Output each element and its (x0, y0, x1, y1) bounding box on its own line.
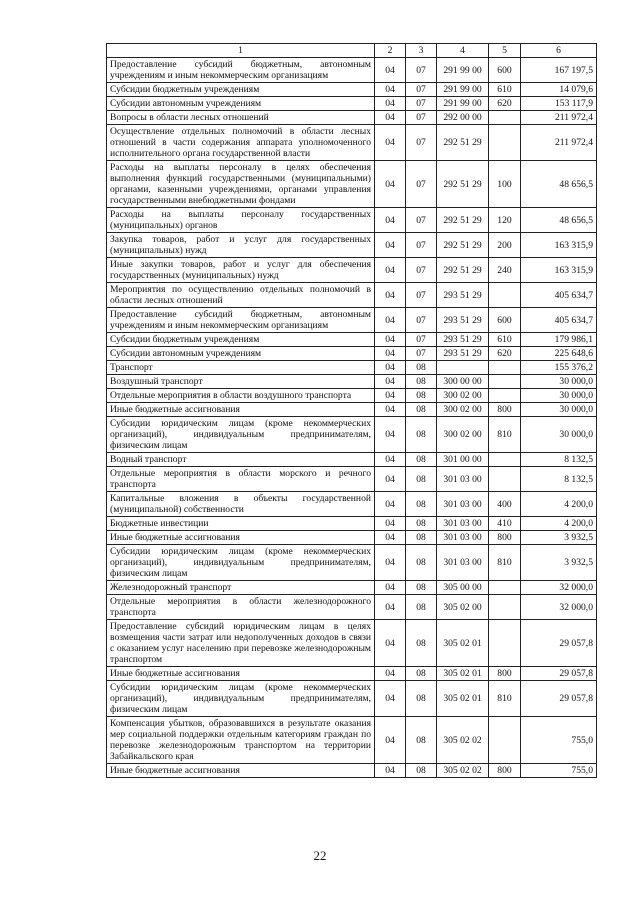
row-c4-cell: 291 99 00 (437, 83, 489, 97)
row-c2-cell: 04 (375, 467, 406, 492)
row-c4-cell: 291 99 00 (437, 58, 489, 83)
row-c4-cell: 305 00 00 (437, 581, 489, 595)
table-row (107, 467, 597, 492)
row-c2-cell: 04 (375, 208, 406, 233)
row-name-cell: Вопросы в области лесных отношений (107, 111, 375, 125)
header-row (107, 44, 597, 58)
row-c3-cell: 07 (406, 83, 437, 97)
row-name-cell: Воздушный транспорт (107, 375, 375, 389)
row-c2-cell: 04 (375, 545, 406, 581)
row-c3-cell: 08 (406, 492, 437, 517)
row-c3-cell: 07 (406, 258, 437, 283)
row-c6-cell: 405 634,7 (521, 283, 597, 308)
row-c6-cell: 30 000,0 (521, 403, 597, 417)
table-row (107, 417, 597, 453)
row-c6-cell: 30 000,0 (521, 389, 597, 403)
row-c5-cell (489, 620, 521, 667)
row-c5-cell: 600 (489, 308, 521, 333)
row-c4-cell: 293 51 29 (437, 333, 489, 347)
row-name-cell: Капитальные вложения в объекты государственной (муниципальной) собственности (107, 492, 375, 517)
row-name-cell: Расходы на выплаты персоналу государственных (муниципальных) органов (107, 208, 375, 233)
row-c3-cell: 08 (406, 681, 437, 717)
row-c3-cell: 07 (406, 283, 437, 308)
row-c6-cell: 8 132,5 (521, 453, 597, 467)
row-c4-cell: 291 99 00 (437, 97, 489, 111)
row-c3-cell: 08 (406, 453, 437, 467)
row-c3-cell: 07 (406, 97, 437, 111)
row-c4-cell: 292 00 00 (437, 111, 489, 125)
row-c3-cell: 08 (406, 389, 437, 403)
row-name-cell: Иные закупки товаров, работ и услуг для обеспечения государственных (муниципальных) нужд (107, 258, 375, 283)
row-c3-cell: 07 (406, 208, 437, 233)
table-row (107, 764, 597, 778)
row-c3-cell: 07 (406, 161, 437, 208)
row-c3-cell: 08 (406, 620, 437, 667)
col-header: 6 (521, 44, 597, 58)
row-c5-cell (489, 125, 521, 161)
row-c2-cell: 04 (375, 764, 406, 778)
row-c5-cell: 810 (489, 545, 521, 581)
row-c2-cell: 04 (375, 717, 406, 764)
row-c3-cell: 08 (406, 581, 437, 595)
row-name-cell: Иные бюджетные ассигнования (107, 764, 375, 778)
row-c5-cell: 800 (489, 531, 521, 545)
row-name-cell: Субсидии бюджетным учреждениям (107, 333, 375, 347)
row-c3-cell: 07 (406, 233, 437, 258)
table-row (107, 308, 597, 333)
row-c3-cell: 08 (406, 667, 437, 681)
row-c2-cell: 04 (375, 161, 406, 208)
row-c6-cell: 3 932,5 (521, 545, 597, 581)
row-c4-cell: 292 51 29 (437, 161, 489, 208)
row-c6-cell: 153 117,9 (521, 97, 597, 111)
row-name-cell: Расходы на выплаты персоналу в целях обеспечения выполнения функций государственными (муниципальными) органами, казенными учреждениями, органами управления государственными внебюджетными фондами (107, 161, 375, 208)
row-c5-cell: 620 (489, 347, 521, 361)
table-row (107, 517, 597, 531)
row-c3-cell: 08 (406, 467, 437, 492)
row-c3-cell: 08 (406, 403, 437, 417)
row-c4-cell: 300 02 00 (437, 417, 489, 453)
row-name-cell: Предоставление субсидий бюджетным, автономным учреждениям и иным некоммерческим организациям (107, 58, 375, 83)
row-c4-cell: 305 02 01 (437, 620, 489, 667)
row-c5-cell (489, 389, 521, 403)
row-c4-cell: 301 03 00 (437, 467, 489, 492)
row-c2-cell: 04 (375, 375, 406, 389)
table-row (107, 595, 597, 620)
row-c6-cell: 211 972,4 (521, 111, 597, 125)
row-c2-cell: 04 (375, 667, 406, 681)
table-row (107, 531, 597, 545)
col-header: 2 (375, 44, 406, 58)
row-c3-cell: 08 (406, 375, 437, 389)
row-name-cell: Предоставление субсидий юридическим лицам в целях возмещения части затрат или недополученных доходов в связи с оказанием услуг населению при перевозке железнодорожным транспортом (107, 620, 375, 667)
table-row (107, 83, 597, 97)
row-c6-cell: 3 932,5 (521, 531, 597, 545)
col-header: 5 (489, 44, 521, 58)
row-c5-cell: 810 (489, 681, 521, 717)
row-name-cell: Бюджетные инвестиции (107, 517, 375, 531)
page-number: 22 (313, 848, 327, 863)
row-c6-cell: 4 200,0 (521, 517, 597, 531)
row-c6-cell: 29 057,8 (521, 620, 597, 667)
row-c5-cell (489, 375, 521, 389)
row-c5-cell: 810 (489, 417, 521, 453)
row-c2-cell: 04 (375, 258, 406, 283)
row-c2-cell: 04 (375, 531, 406, 545)
row-name-cell: Отдельные мероприятия в области железнодорожного транспорта (107, 595, 375, 620)
col-header: 1 (107, 44, 375, 58)
budget-table (106, 43, 597, 778)
row-c6-cell: 48 656,5 (521, 161, 597, 208)
row-c6-cell: 211 972,4 (521, 125, 597, 161)
row-c4-cell: 293 51 29 (437, 308, 489, 333)
row-c5-cell: 610 (489, 83, 521, 97)
row-c3-cell: 08 (406, 531, 437, 545)
row-c5-cell: 610 (489, 333, 521, 347)
row-name-cell: Компенсация убытков, образовавшихся в результате оказания мер социальной поддержки отдельным категориям граждан по перевозке железнодорожным транспортом на территории Забайкальского края (107, 717, 375, 764)
row-c3-cell: 08 (406, 717, 437, 764)
row-c5-cell: 410 (489, 517, 521, 531)
row-c4-cell: 292 51 29 (437, 125, 489, 161)
row-name-cell: Иные бюджетные ассигнования (107, 667, 375, 681)
row-c6-cell: 179 986,1 (521, 333, 597, 347)
table-row (107, 389, 597, 403)
row-c5-cell: 800 (489, 403, 521, 417)
table-row (107, 453, 597, 467)
row-c2-cell: 04 (375, 581, 406, 595)
row-c4-cell: 305 02 01 (437, 667, 489, 681)
row-c6-cell: 48 656,5 (521, 208, 597, 233)
row-c2-cell: 04 (375, 681, 406, 717)
row-c2-cell: 04 (375, 111, 406, 125)
row-c4-cell: 301 03 00 (437, 531, 489, 545)
row-c3-cell: 08 (406, 764, 437, 778)
row-name-cell: Субсидии бюджетным учреждениям (107, 83, 375, 97)
row-c6-cell: 30 000,0 (521, 417, 597, 453)
row-c5-cell: 400 (489, 492, 521, 517)
row-c5-cell (489, 361, 521, 375)
table-row (107, 233, 597, 258)
row-c3-cell: 07 (406, 58, 437, 83)
table-row (107, 620, 597, 667)
row-name-cell: Водный транспорт (107, 453, 375, 467)
row-c5-cell (489, 595, 521, 620)
row-c2-cell: 04 (375, 83, 406, 97)
row-c5-cell (489, 717, 521, 764)
row-c2-cell: 04 (375, 620, 406, 667)
row-c4-cell: 305 02 00 (437, 595, 489, 620)
row-c6-cell: 163 315,9 (521, 258, 597, 283)
table-row (107, 492, 597, 517)
row-c3-cell: 07 (406, 111, 437, 125)
row-c5-cell: 800 (489, 764, 521, 778)
row-c5-cell (489, 453, 521, 467)
row-c4-cell: 292 51 29 (437, 258, 489, 283)
row-c6-cell: 29 057,8 (521, 681, 597, 717)
row-c3-cell: 07 (406, 333, 437, 347)
row-c3-cell: 08 (406, 517, 437, 531)
row-name-cell: Закупка товаров, работ и услуг для государственных (муниципальных) нужд (107, 233, 375, 258)
table-row (107, 283, 597, 308)
row-c2-cell: 04 (375, 58, 406, 83)
col-header: 4 (437, 44, 489, 58)
row-c3-cell: 08 (406, 545, 437, 581)
row-c5-cell (489, 111, 521, 125)
table-row (107, 717, 597, 764)
row-c5-cell: 800 (489, 667, 521, 681)
row-c5-cell: 100 (489, 161, 521, 208)
row-name-cell: Железнодорожный транспорт (107, 581, 375, 595)
row-c3-cell: 08 (406, 595, 437, 620)
row-name-cell: Субсидии юридическим лицам (кроме некоммерческих организаций), индивидуальным предпринимателям, физическим лицам (107, 681, 375, 717)
row-c5-cell: 600 (489, 58, 521, 83)
table-row (107, 545, 597, 581)
row-name-cell: Субсидии автономным учреждениям (107, 97, 375, 111)
table-row (107, 403, 597, 417)
row-c4-cell: 305 02 02 (437, 764, 489, 778)
row-c4-cell: 293 51 29 (437, 347, 489, 361)
row-c6-cell: 8 132,5 (521, 467, 597, 492)
row-c6-cell: 167 197,5 (521, 58, 597, 83)
row-c2-cell: 04 (375, 283, 406, 308)
row-name-cell: Иные бюджетные ассигнования (107, 403, 375, 417)
row-c6-cell: 405 634,7 (521, 308, 597, 333)
row-c6-cell: 755,0 (521, 764, 597, 778)
row-c6-cell: 4 200,0 (521, 492, 597, 517)
row-c6-cell: 32 000,0 (521, 581, 597, 595)
row-c3-cell: 07 (406, 125, 437, 161)
table-row (107, 333, 597, 347)
row-c4-cell: 300 02 00 (437, 389, 489, 403)
row-c5-cell: 200 (489, 233, 521, 258)
table-row (107, 667, 597, 681)
row-c2-cell: 04 (375, 403, 406, 417)
row-c4-cell: 301 03 00 (437, 545, 489, 581)
row-c2-cell: 04 (375, 389, 406, 403)
row-c2-cell: 04 (375, 333, 406, 347)
row-c3-cell: 07 (406, 308, 437, 333)
row-c4-cell: 301 03 00 (437, 492, 489, 517)
row-c4-cell: 301 03 00 (437, 517, 489, 531)
table-row (107, 347, 597, 361)
row-name-cell: Осуществление отдельных полномочий в области лесных отношений в части содержания аппарата уполномоченного исполнительного органа государственной власти (107, 125, 375, 161)
table-row (107, 125, 597, 161)
row-c4-cell: 305 02 01 (437, 681, 489, 717)
row-c5-cell (489, 467, 521, 492)
row-c3-cell: 08 (406, 417, 437, 453)
table-row (107, 111, 597, 125)
table-body (107, 58, 597, 778)
row-name-cell: Предоставление субсидий бюджетным, автономным учреждениям и иным некоммерческим организациям (107, 308, 375, 333)
row-c2-cell: 04 (375, 417, 406, 453)
row-c4-cell: 292 51 29 (437, 208, 489, 233)
table-row (107, 161, 597, 208)
row-c3-cell: 07 (406, 347, 437, 361)
row-c4-cell: 293 51 29 (437, 283, 489, 308)
row-name-cell: Иные бюджетные ассигнования (107, 531, 375, 545)
row-c5-cell (489, 283, 521, 308)
row-c6-cell: 30 000,0 (521, 375, 597, 389)
row-c4-cell (437, 361, 489, 375)
row-c6-cell: 14 079,6 (521, 83, 597, 97)
row-c5-cell (489, 581, 521, 595)
table-row (107, 208, 597, 233)
table-row (107, 361, 597, 375)
row-c2-cell: 04 (375, 453, 406, 467)
row-c5-cell: 620 (489, 97, 521, 111)
row-c6-cell: 29 057,8 (521, 667, 597, 681)
row-name-cell: Отдельные мероприятия в области морского и речного транспорта (107, 467, 375, 492)
row-name-cell: Субсидии автономным учреждениям (107, 347, 375, 361)
row-c2-cell: 04 (375, 125, 406, 161)
row-c4-cell: 305 02 02 (437, 717, 489, 764)
row-c2-cell: 04 (375, 347, 406, 361)
row-c4-cell: 292 51 29 (437, 233, 489, 258)
row-c2-cell: 04 (375, 517, 406, 531)
table-row (107, 97, 597, 111)
row-c3-cell: 08 (406, 361, 437, 375)
table-row (107, 258, 597, 283)
row-c4-cell: 300 00 00 (437, 375, 489, 389)
row-name-cell: Отдельные мероприятия в области воздушного транспорта (107, 389, 375, 403)
row-name-cell: Мероприятия по осуществлению отдельных полномочий в области лесных отношений (107, 283, 375, 308)
row-c6-cell: 755,0 (521, 717, 597, 764)
row-c6-cell: 155 376,2 (521, 361, 597, 375)
table-row (107, 58, 597, 83)
row-c2-cell: 04 (375, 492, 406, 517)
row-c6-cell: 163 315,9 (521, 233, 597, 258)
row-c4-cell: 300 02 00 (437, 403, 489, 417)
row-c5-cell: 120 (489, 208, 521, 233)
col-header: 3 (406, 44, 437, 58)
row-c5-cell: 240 (489, 258, 521, 283)
row-c2-cell: 04 (375, 233, 406, 258)
table-row (107, 681, 597, 717)
row-name-cell: Транспорт (107, 361, 375, 375)
row-name-cell: Субсидии юридическим лицам (кроме некоммерческих организаций), индивидуальным предпринимателям, физическим лицам (107, 545, 375, 581)
row-c6-cell: 225 648,6 (521, 347, 597, 361)
row-c6-cell: 32 000,0 (521, 595, 597, 620)
row-c2-cell: 04 (375, 595, 406, 620)
row-c2-cell: 04 (375, 308, 406, 333)
table-row (107, 581, 597, 595)
row-name-cell: Субсидии юридическим лицам (кроме некоммерческих организаций), индивидуальным предпринимателям, физическим лицам (107, 417, 375, 453)
row-c2-cell: 04 (375, 361, 406, 375)
row-c4-cell: 301 00 00 (437, 453, 489, 467)
row-c2-cell: 04 (375, 97, 406, 111)
table-row (107, 375, 597, 389)
